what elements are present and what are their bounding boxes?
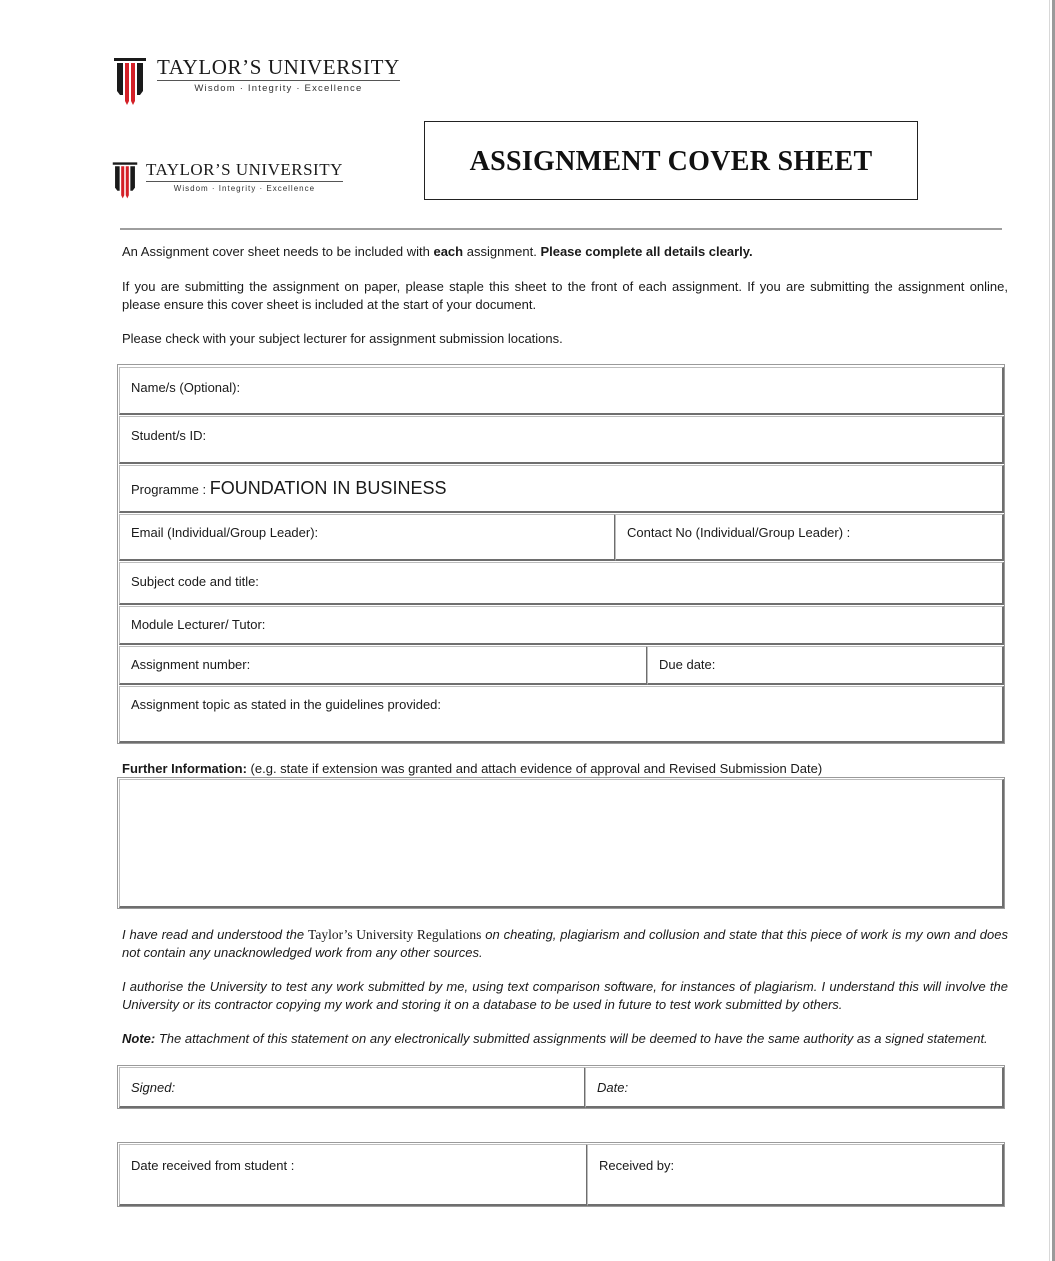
signed-field[interactable] (119, 1067, 586, 1108)
university-name: TAYLOR’S UNIVERSITY (146, 161, 343, 182)
email-label: Email (Individual/Group Leader): (131, 525, 319, 540)
student-id-label: Student/s ID: (131, 428, 207, 443)
received-by-field[interactable] (587, 1144, 1004, 1206)
programme-field[interactable] (119, 465, 1004, 513)
university-tagline: Wisdom · Integrity · Excellence (194, 83, 363, 94)
signature-date-label: Date: (597, 1080, 629, 1095)
assignment-number-label: Assignment number: (131, 657, 251, 672)
programme-value: FOUNDATION IN BUSINESS (209, 478, 447, 498)
title-box (424, 121, 918, 200)
university-logo-large (113, 55, 400, 107)
programme-label: Programme : (131, 482, 207, 497)
contact-field[interactable] (615, 514, 1004, 561)
student-id-field[interactable] (119, 416, 1004, 464)
header-divider (120, 228, 1002, 230)
email-field[interactable] (119, 514, 616, 561)
name-label: Name/s (Optional): (131, 380, 241, 395)
signature-date-field[interactable] (585, 1067, 1004, 1108)
date-received-field[interactable] (119, 1144, 588, 1206)
page-title: ASSIGNMENT COVER SHEET (469, 145, 873, 177)
university-crest-icon (112, 160, 138, 200)
declaration-paragraph-2: I authorise the University to test any work submitted by me, using text comparison software, for instances of plagiarism. I understand this will involve the University or its contractor copying my work and storing it on a database to be used in future to test work submitted by others. (122, 979, 1008, 1012)
page-edge-line (1049, 0, 1050, 1261)
signed-label: Signed: (131, 1080, 176, 1095)
intro-paragraph-3: Please check with your subject lecturer for assignment submission locations. (122, 331, 563, 346)
regulations-link[interactable]: Taylor’s University Regulations (308, 927, 482, 942)
contact-label: Contact No (Individual/Group Leader) : (627, 525, 851, 540)
programme-line (131, 478, 446, 499)
topic-field[interactable] (119, 686, 1004, 743)
due-date-field[interactable] (647, 646, 1004, 685)
university-name: TAYLOR’S UNIVERSITY (157, 55, 400, 79)
university-logo-small (112, 160, 343, 200)
received-by-label: Received by: (599, 1158, 675, 1173)
lecturer-label: Module Lecturer/ Tutor: (131, 617, 266, 632)
intro-line-1: An Assignment cover sheet needs to be included with each assignment. Please complete all details clearly. (122, 244, 753, 259)
topic-label: Assignment topic as stated in the guidelines provided: (131, 697, 442, 712)
subject-field[interactable] (119, 562, 1004, 605)
due-date-label: Due date: (659, 657, 716, 672)
further-info-label: Further Information: (e.g. state if extension was granted and attach evidence of approval and Revised Submission Date) (122, 761, 823, 776)
subject-label: Subject code and title: (131, 574, 259, 589)
date-received-label: Date received from student : (131, 1158, 295, 1173)
name-field[interactable] (119, 367, 1004, 415)
lecturer-field[interactable] (119, 606, 1004, 645)
intro-paragraph-2: If you are submitting the assignment on paper, please staple this sheet to the front of each assignment. If you are submitting the assignment online, please ensure this cover sheet is included at the start of your document. (122, 279, 1008, 312)
declaration-note: Note: The attachment of this statement on any electronically submitted assignments will be deemed to have the same authority as a signed statement. (122, 1031, 988, 1046)
declaration-paragraph-1: I have read and understood the Taylor’s University Regulations on cheating, plagiarism and collusion and state that this piece of work is my own and does not contain any unacknowledged work from any other sources. (122, 927, 1008, 960)
further-info-textarea[interactable] (119, 779, 1004, 908)
university-crest-icon (113, 55, 147, 107)
university-tagline: Wisdom · Integrity · Excellence (173, 184, 316, 193)
assignment-number-field[interactable] (119, 646, 648, 685)
